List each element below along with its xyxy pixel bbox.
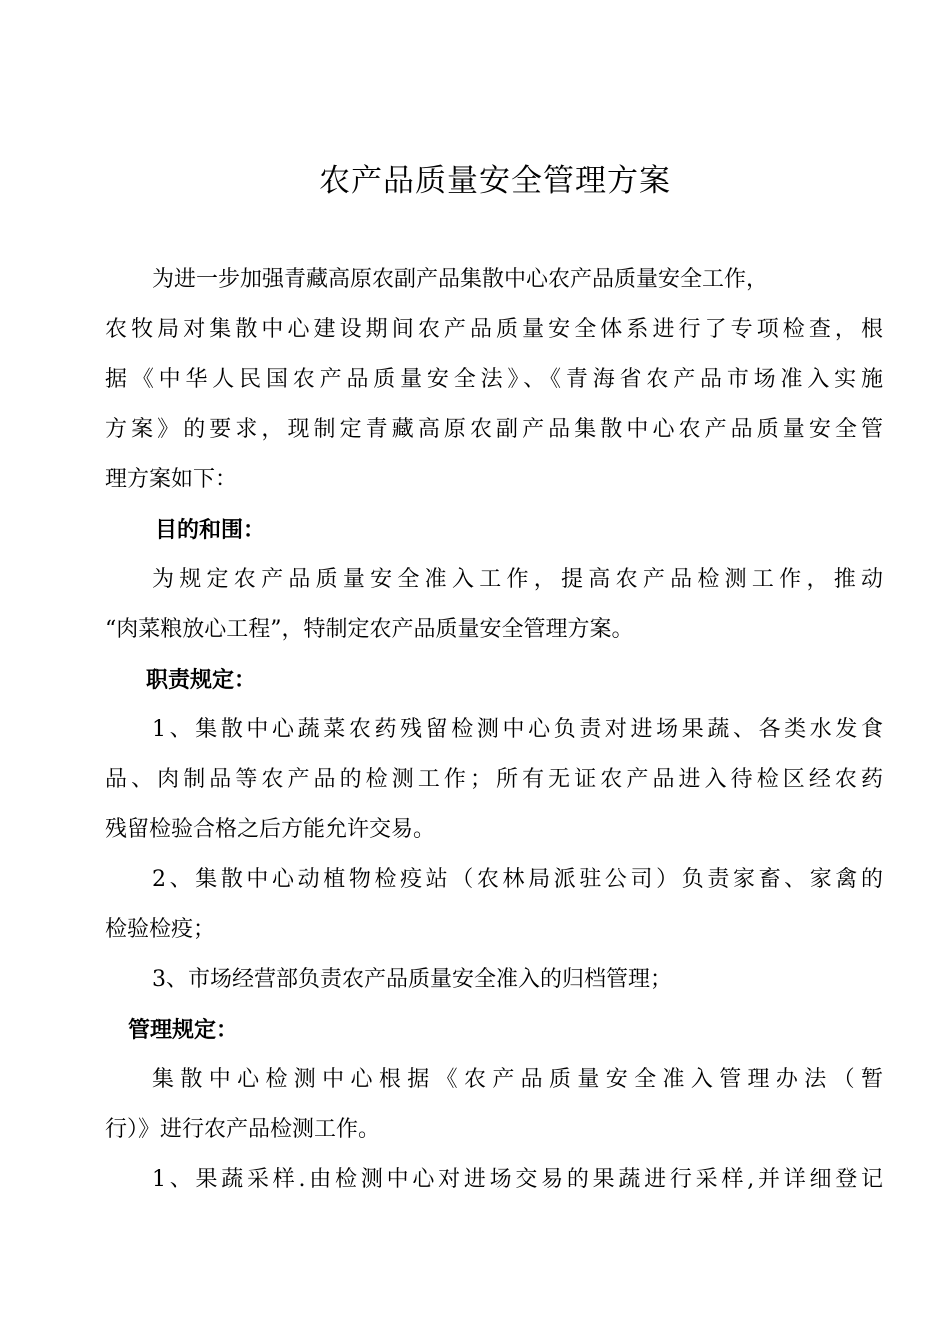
document-title: 农产品质量安全管理方案 xyxy=(319,163,671,199)
intro-line-1: 为进一步加强青藏高原农副产品集散中心农产品质量安全工作， xyxy=(152,267,769,292)
section-heading-duties: 职责规定： xyxy=(146,667,257,693)
section-heading-purpose: 目的和围： xyxy=(155,517,266,543)
intro-line-2: 农牧局对集散中心建设期间农产品质量安全体系进行了专项检查，根 xyxy=(105,317,883,342)
intro-line-4: 方案》的要求，现制定青藏高原农副产品集散中心农产品质量安全管 xyxy=(105,417,883,442)
duties-item3-line-1: 3、市场经营部负责农产品质量安全准入的归档管理； xyxy=(152,967,672,992)
duties-item1-line-2: 品、肉制品等农产品的检测工作；所有无证农产品进入待检区经农药 xyxy=(105,767,883,792)
duties-item1-line-1: 1、集散中心蔬菜农药残留检测中心负责对进场果蔬、各类水发食 xyxy=(152,717,883,742)
duties-item2-line-1: 2、集散中心动植物检疫站（农林局派驻公司）负责家畜、家禽的 xyxy=(152,867,883,892)
duties-item2-line-2: 检验检疫； xyxy=(105,917,216,942)
purpose-line-2: “肉菜粮放心工程”，特制定农产品质量安全管理方案。 xyxy=(105,617,634,642)
management-line-1: 集散中心检测中心根据《农产品质量安全准入管理办法（暂 xyxy=(152,1067,883,1092)
duties-item1-line-3: 残留检验合格之后方能允许交易。 xyxy=(105,817,436,842)
purpose-line-1: 为规定农产品质量安全准入工作，提高农产品检测工作，推动 xyxy=(152,567,883,592)
intro-line-5: 理方案如下： xyxy=(105,467,238,492)
management-line-3: 1、果蔬采样.由检测中心对进场交易的果蔬进行采样,并详细登记 xyxy=(152,1167,883,1192)
section-heading-management: 管理规定： xyxy=(128,1017,239,1043)
management-line-2: 行）》进行农产品检测工作。 xyxy=(105,1117,381,1142)
intro-line-3: 据《中华人民国农产品质量安全法》、《青海省农产品市场准入实施 xyxy=(105,367,883,392)
